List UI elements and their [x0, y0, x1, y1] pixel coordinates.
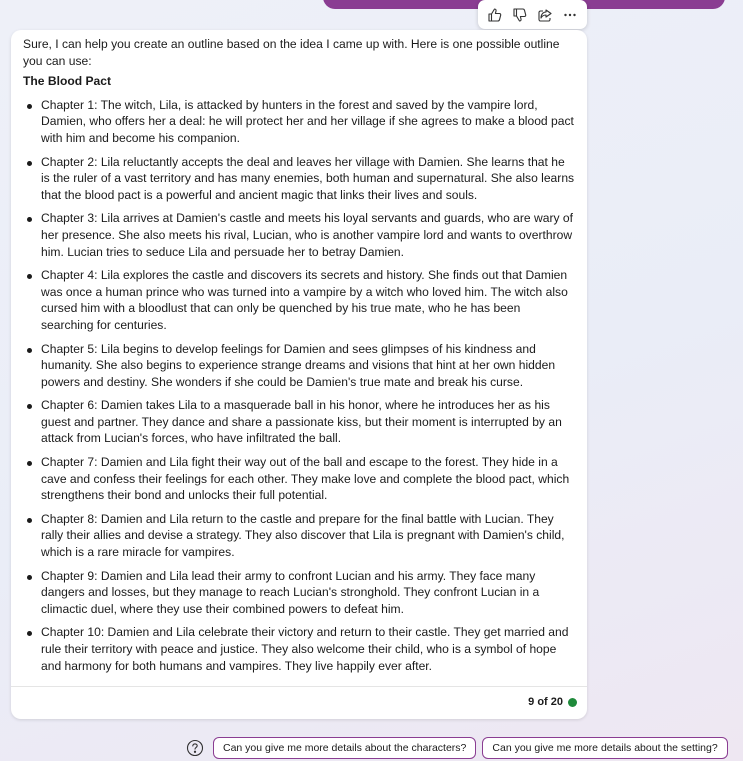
status-dot-icon	[568, 698, 577, 707]
message-intro: Sure, I can help you create an outline based on the idea I came up with. Here is one possible outline you can use:	[23, 37, 560, 68]
chapter-item: Chapter 10: Damien and Lila celebrate their victory and return to their castle. They get married and rule their territory with peace and justice. They also welcome their child, who is a symbol of hope and harmony for both humans and vampires. They live happily ever after.	[23, 624, 575, 674]
chapter-item: Chapter 2: Lila reluctantly accepts the deal and leaves her village with Damien. She learns that he is the ruler of a vast territory and has many enemies, both human and supernatural. She also learns that the blood pact is a powerful and ancient magic that links their lives and souls.	[23, 154, 575, 204]
help-icon[interactable]	[186, 739, 204, 757]
share-icon[interactable]	[534, 4, 556, 26]
chapter-item: Chapter 1: The witch, Lila, is attacked by hunters in the forest and saved by the vampire lord, Damien, who offers her a deal: he will protect her and her village if she agrees to make a blood pact with him and become his companion.	[23, 97, 575, 147]
chapter-item: Chapter 6: Damien takes Lila to a masquerade ball in his honor, where he introduces her as his guest and partner. They dance and share a passionate kiss, but their moment is interrupted by an attack from Lucian's forces, who have infiltrated the ball.	[23, 397, 575, 447]
more-icon[interactable]	[559, 4, 581, 26]
chapter-item: Chapter 9: Damien and Lila lead their army to confront Lucian and his army. They face many dangers and losses, but they manage to reach Lucian's stronghold. They confront Lucian in a climactic duel, where they use their combined powers to defeat him.	[23, 568, 575, 618]
suggestion-chip-characters[interactable]: Can you give me more details about the characters?	[213, 737, 476, 759]
chapter-item: Chapter 8: Damien and Lila return to the castle and prepare for the final battle with Lucian. They rally their allies and devise a strategy. They also discover that Lila is pregnant with Damien's child, which is a rare miracle for vampires.	[23, 511, 575, 561]
turn-counter	[528, 696, 577, 708]
suggestion-row	[186, 737, 728, 759]
chapter-item: Chapter 5: Lila begins to develop feelings for Damien and sees glimpses of his kindness and humanity. She also begins to experience strange dreams and visions that hint at her own hidden powers and destiny. She wonders if she could be Damien's true mate and break his curse.	[23, 341, 575, 391]
feedback-toolbar	[478, 0, 587, 29]
chapter-item: Chapter 7: Damien and Lila fight their way out of the ball and escape to the forest. They hide in a cave and confess their feelings for each other. They make love and complete the blood pact, which strengthens their bond and unlocks their full potential.	[23, 454, 575, 504]
chapter-item: Chapter 3: Lila arrives at Damien's castle and meets his loyal servants and guards, who are wary of her presence. She also meets his rival, Lucian, who is another vampire lord and wants to overthrow him. Lucian tries to seduce Lila and persuade her to betray Damien.	[23, 210, 575, 260]
chapter-list	[23, 97, 575, 674]
assistant-message-card	[11, 30, 587, 719]
card-divider	[11, 686, 587, 687]
chapter-item: Chapter 4: Lila explores the castle and discovers its secrets and history. She finds out that Damien was once a human prince who was turned into a vampire by a witch who loved him. The witch also cursed him with a bloodlust that can only be quenched by his true mate, who he has been searching for centuries.	[23, 267, 575, 333]
outline-title: The Blood Pact	[23, 74, 112, 89]
thumbs-up-icon[interactable]	[484, 4, 506, 26]
turn-counter-label: 9 of 20	[528, 696, 563, 708]
thumbs-down-icon[interactable]	[509, 4, 531, 26]
suggestion-chip-setting[interactable]: Can you give me more details about the setting?	[482, 737, 727, 759]
